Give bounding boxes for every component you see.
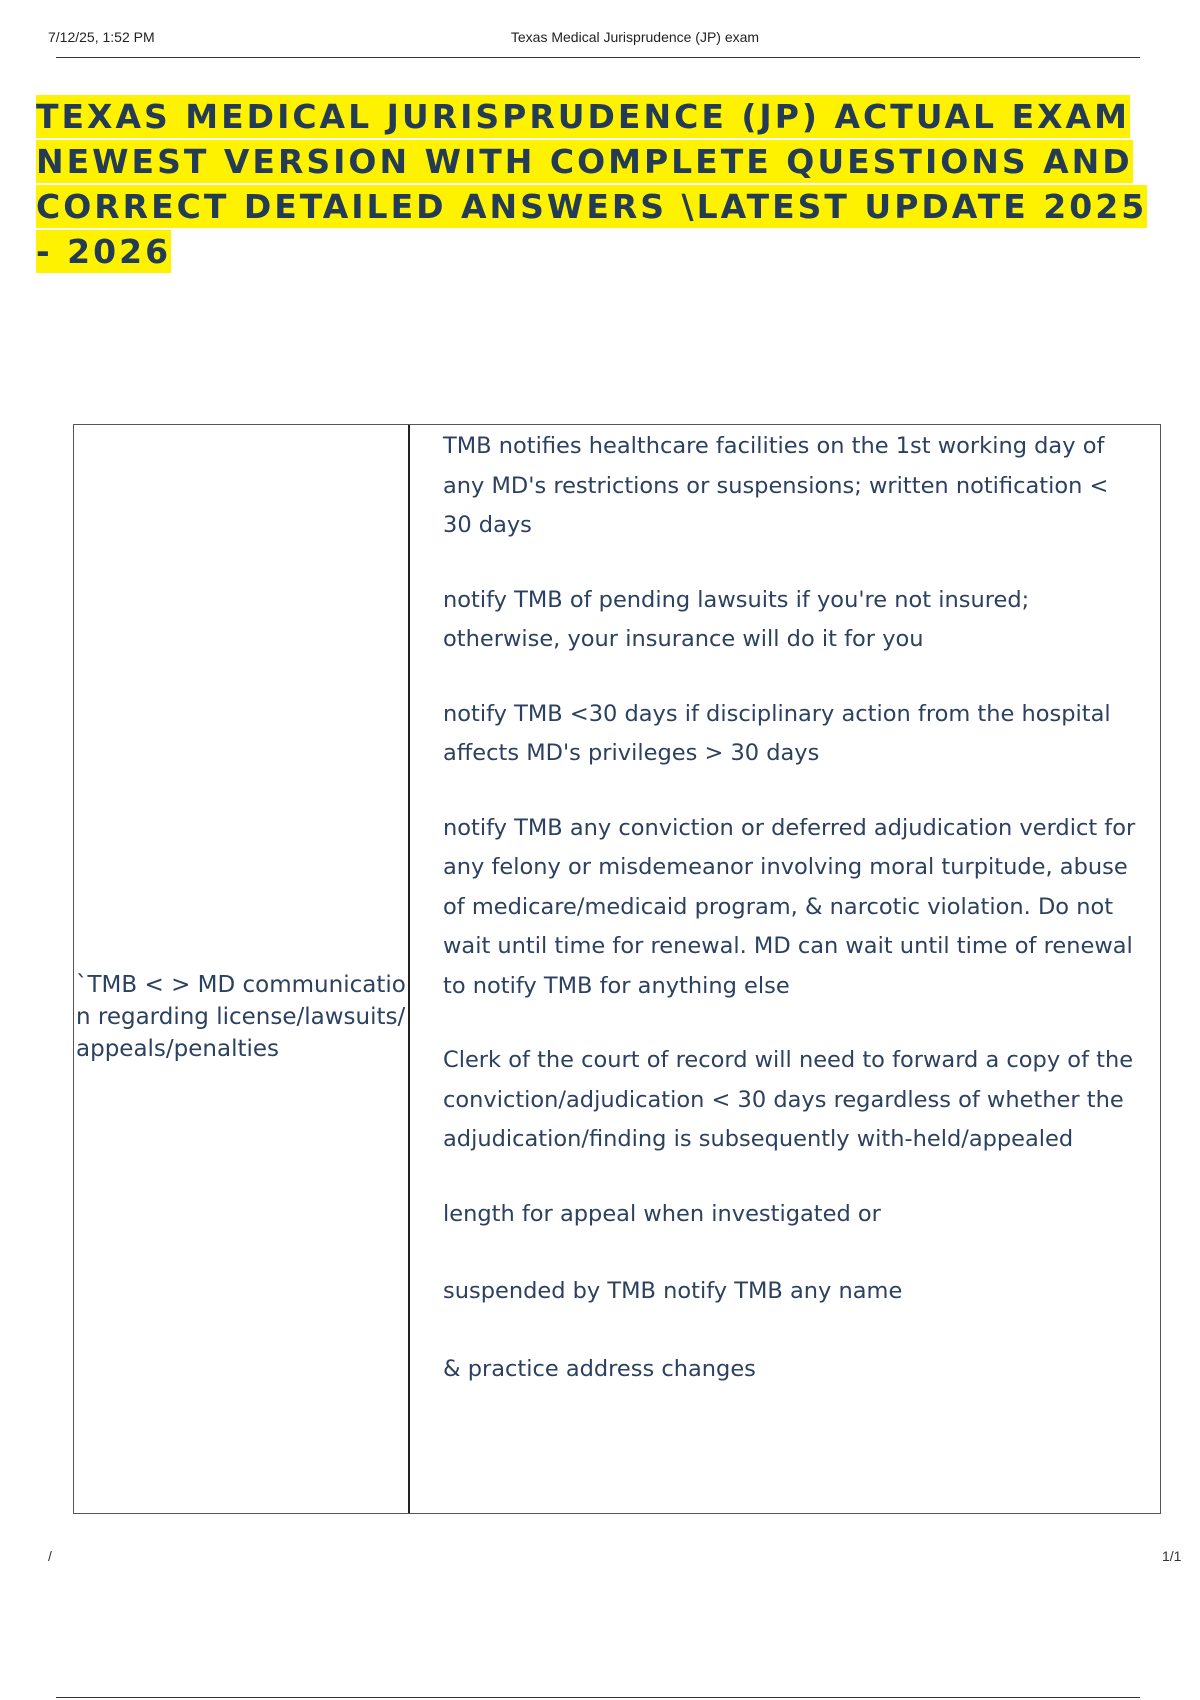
print-date: 7/12/25, 1:52 PM (48, 29, 155, 45)
definition-paragraph: notify TMB any conviction or deferred adjudication verdict for any felony or misdemeanor involving moral turpitude, abuse of medicare/medicaid program, & narcotic violation. Do not wait until time for renewal. MD can wait until time of renewal to notify TMB for anything else (443, 814, 1136, 999)
page-number: 1/1 (1162, 1548, 1182, 1564)
print-header-title: Texas Medical Jurisprudence (JP) exam (510, 29, 760, 45)
definition-paragraph: notify TMB <30 days if disciplinary action from the hospital affects MD's privileges > 30 days (443, 700, 1111, 766)
document-title (36, 94, 1166, 274)
definition-paragraph: TMB notifies healthcare facilities on the 1st working day of any MD's restrictions or suspensions; written notification < 30 days (443, 433, 1109, 538)
document-title-block (36, 94, 1166, 274)
definition-cell (410, 425, 1160, 1513)
term-cell (74, 425, 410, 1513)
header-divider (56, 57, 1140, 58)
definition-paragraph: & practice address changes (443, 1355, 756, 1382)
definition-paragraph: Clerk of the court of record will need to forward a copy of the conviction/adjudication < 30 days regardless of whether the adjudication/finding is subsequently with-held/appealed (443, 1047, 1134, 1152)
footer-url-fragment: / (48, 1548, 52, 1564)
document-title-text: TEXAS MEDICAL JURISPRUDENCE (JP) ACTUAL EXAM NEWEST VERSION WITH COMPLETE QUESTIONS AND CORRECT DETAILED ANSWERS \LATEST UPDATE 2025 - 2026 (36, 97, 1148, 271)
term-text: `TMB < > MD communication regarding license/lawsuits/appeals/penalties (76, 972, 406, 1062)
definition-paragraph: length for appeal when investigated or (443, 1200, 881, 1227)
definition-paragraph: notify TMB of pending lawsuits if you're not insured; otherwise, your insurance will do it for you (443, 586, 1030, 652)
definition-paragraph: suspended by TMB notify TMB any name (443, 1278, 903, 1304)
flashcard-table (73, 424, 1161, 1514)
footer-divider (56, 1697, 1140, 1698)
